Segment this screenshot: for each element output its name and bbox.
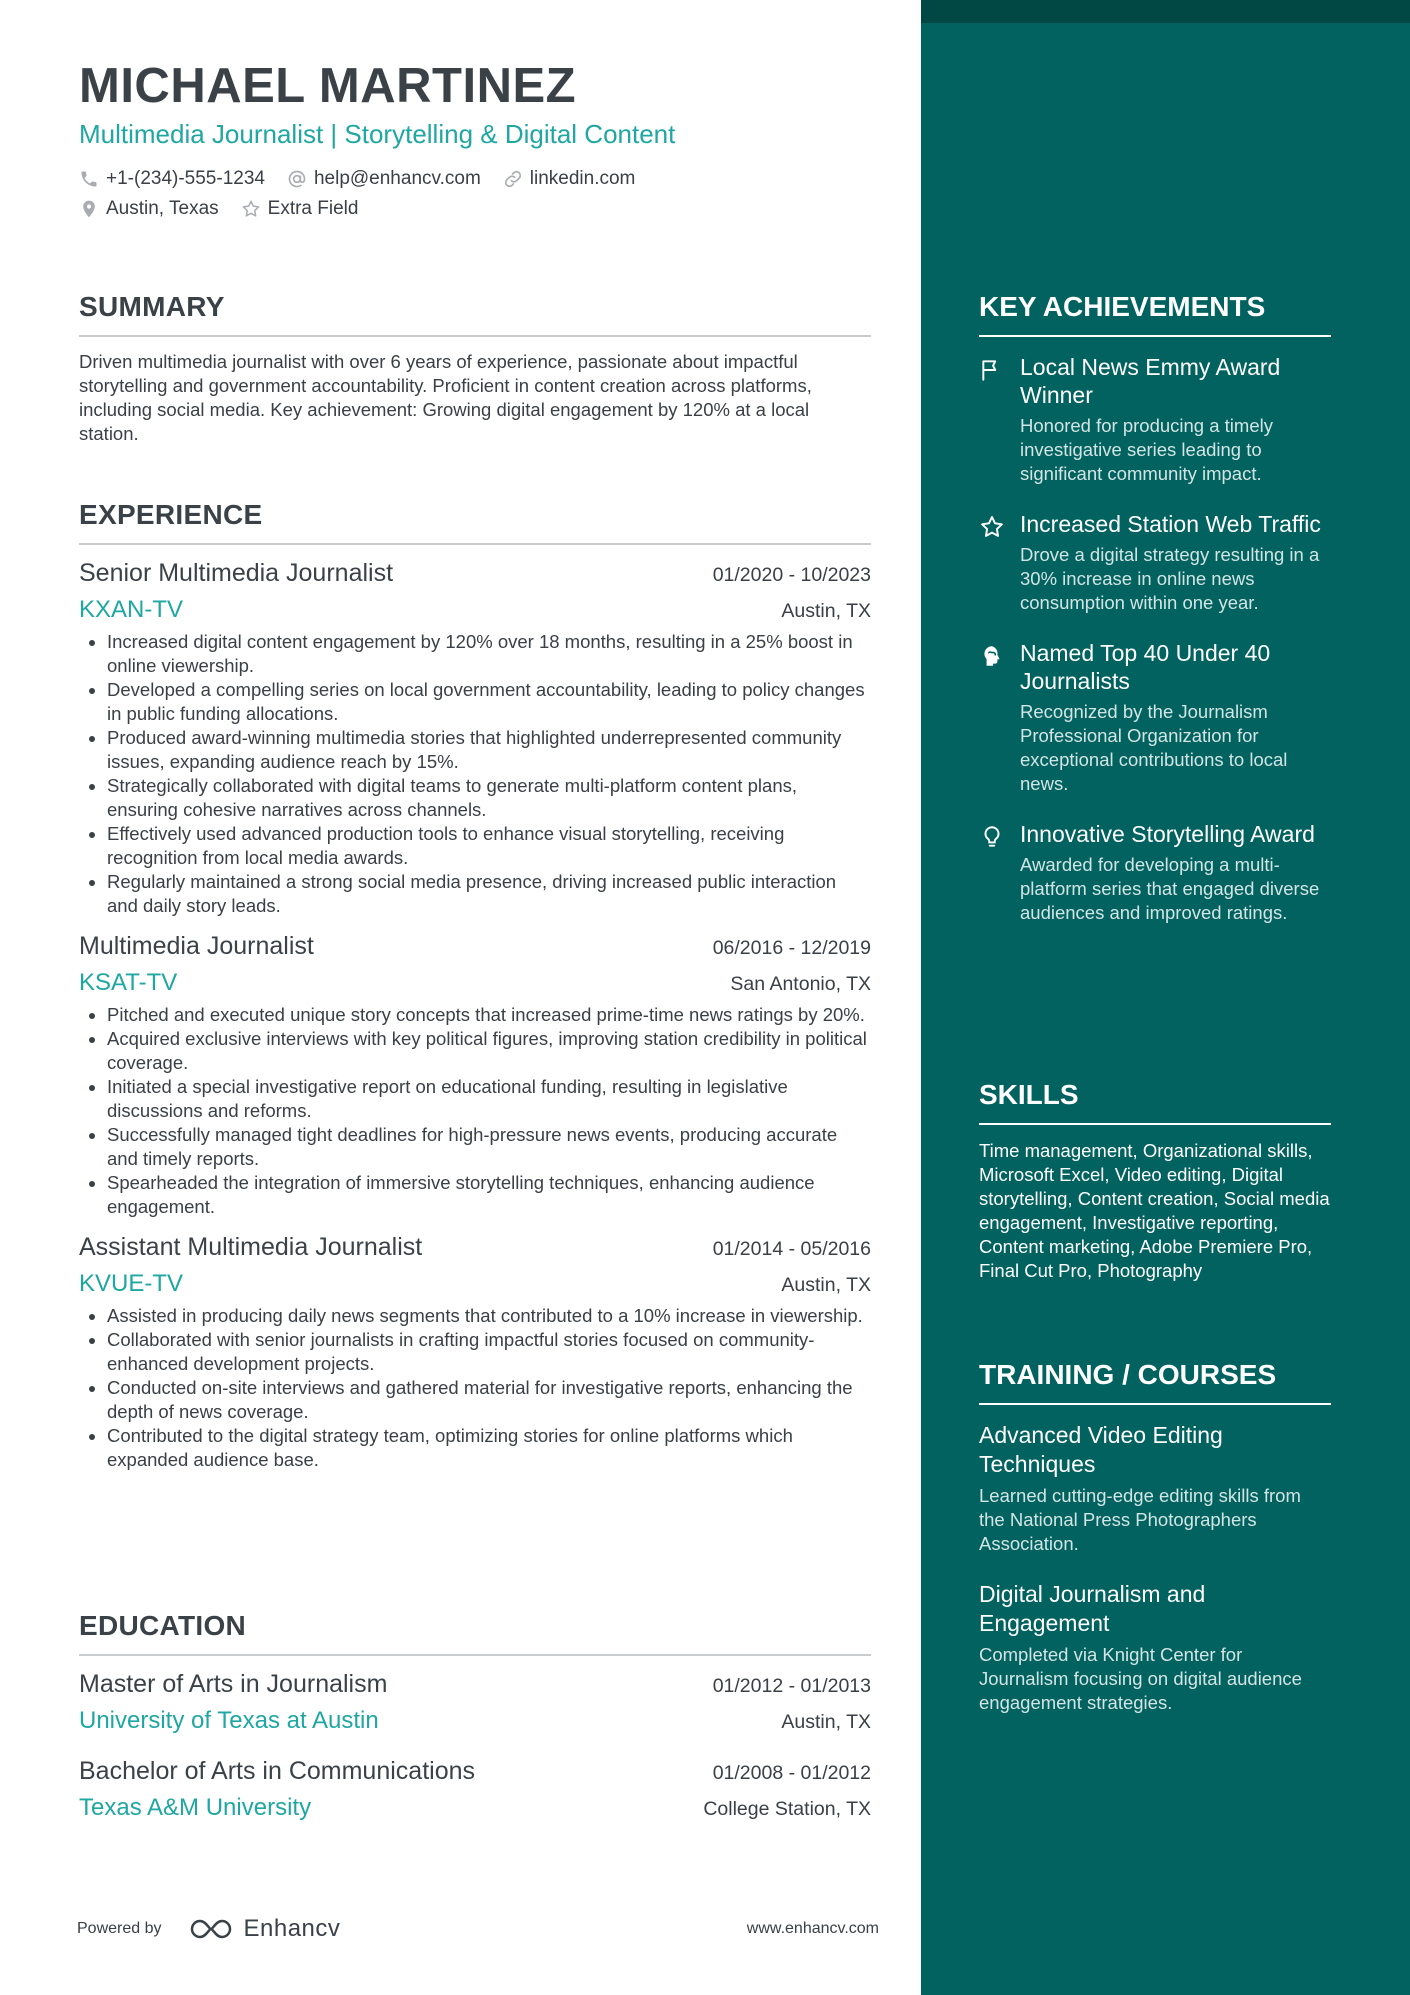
phone-icon bbox=[79, 169, 99, 189]
education-heading: EDUCATION bbox=[79, 1609, 871, 1656]
resume-header bbox=[79, 60, 871, 224]
job-bullet: • Produced award-winning multimedia stories that highlighted underrepresented community issues, expanding audience reach by 15%. bbox=[107, 726, 871, 774]
course-item bbox=[979, 1421, 1331, 1556]
link-icon bbox=[503, 169, 523, 189]
education-location: College Station, TX bbox=[703, 1797, 871, 1820]
job-bullet: • Initiated a special investigative report on educational funding, resulting in legislative discussions and reforms. bbox=[107, 1075, 871, 1123]
key-achievements-section bbox=[979, 290, 1331, 925]
page-footer bbox=[77, 1915, 879, 1943]
education-entry bbox=[79, 1670, 871, 1735]
achievement-description: Honored for producing a timely investigative series leading to significant community impact. bbox=[1020, 414, 1273, 484]
email-text: help@enhancv.com bbox=[313, 167, 481, 189]
achievement-item bbox=[979, 639, 1331, 796]
skills-heading: SKILLS bbox=[979, 1078, 1331, 1125]
education-section bbox=[79, 1609, 871, 1822]
company-name: KXAN-TV bbox=[79, 595, 184, 623]
job-dates: 01/2014 - 05/2016 bbox=[712, 1237, 871, 1260]
achievement-title: Local News Emmy Award Winner bbox=[1020, 353, 1281, 408]
brand-name: Enhancv bbox=[243, 1915, 341, 1942]
degree-title: Bachelor of Arts in Communications bbox=[79, 1756, 476, 1785]
job-bullet: • Pitched and executed unique story concepts that increased prime-time news ratings by 20%. bbox=[107, 1003, 871, 1027]
experience-heading: EXPERIENCE bbox=[79, 498, 871, 545]
enhancv-logo[interactable] bbox=[188, 1915, 341, 1943]
job-bullet: • Developed a compelling series on local government accountability, leading to policy changes in public funding allocations. bbox=[107, 678, 871, 726]
powered-by-label: Powered by bbox=[77, 1920, 162, 1937]
job-bullet: • Effectively used advanced production tools to enhance visual storytelling, receiving recognition from local media awards. bbox=[107, 822, 871, 870]
job-title: Assistant Multimedia Journalist bbox=[79, 1232, 423, 1261]
job-bullets bbox=[79, 1003, 871, 1219]
job-location: San Antonio, TX bbox=[730, 972, 871, 995]
company-name: KSAT-TV bbox=[79, 968, 178, 996]
contact-info bbox=[79, 164, 871, 224]
course-item bbox=[979, 1580, 1331, 1715]
candidate-tagline: Multimedia Journalist | Storytelling & Digital Content bbox=[79, 118, 676, 149]
website-link[interactable]: www.enhancv.com bbox=[746, 1920, 879, 1937]
education-location: Austin, TX bbox=[781, 1710, 871, 1733]
skills-section bbox=[979, 1078, 1331, 1283]
job-location: Austin, TX bbox=[781, 599, 871, 622]
job-bullet: • Strategically collaborated with digital teams to generate multi-platform content plans, ensuring cohesive narratives across channels. bbox=[107, 774, 871, 822]
brain-icon bbox=[979, 643, 1005, 669]
job-bullet: • Increased digital content engagement by 120% over 18 months, resulting in a 25% boost in online viewership. bbox=[107, 630, 871, 678]
at-icon bbox=[287, 169, 307, 189]
achievement-item bbox=[979, 510, 1331, 615]
degree-title: Master of Arts in Journalism bbox=[79, 1669, 388, 1698]
job-bullets bbox=[79, 1304, 871, 1472]
phone-contact[interactable] bbox=[79, 168, 265, 190]
job-dates: 06/2016 - 12/2019 bbox=[712, 936, 871, 959]
infinity-logo-icon bbox=[188, 1917, 234, 1941]
linkedin-text: linkedin.com bbox=[529, 167, 636, 189]
star-outline-icon bbox=[241, 199, 261, 219]
job-bullet: • Successfully managed tight deadlines for high-pressure news events, producing accurate and timely reports. bbox=[107, 1123, 871, 1171]
job-entry bbox=[79, 932, 871, 1219]
job-bullet: • Regularly maintained a strong social media presence, driving increased public interaction and daily story leads. bbox=[107, 870, 871, 918]
email-contact[interactable] bbox=[287, 168, 481, 190]
flag-icon bbox=[979, 357, 1005, 383]
powered-by bbox=[77, 1915, 340, 1943]
job-bullet: • Spearheaded the integration of immersive storytelling techniques, enhancing audience engagement. bbox=[107, 1171, 871, 1219]
job-entry bbox=[79, 1233, 871, 1472]
education-dates: 01/2008 - 01/2012 bbox=[712, 1761, 871, 1784]
linkedin-contact[interactable] bbox=[503, 168, 636, 190]
job-bullet: • Conducted on-site interviews and gathered material for investigative reports, enhancing the depth of news coverage. bbox=[107, 1376, 871, 1424]
job-dates: 01/2020 - 10/2023 bbox=[712, 563, 871, 586]
job-bullet: • Acquired exclusive interviews with key political figures, improving station credibility in political coverage. bbox=[107, 1027, 871, 1075]
achievement-item bbox=[979, 820, 1331, 925]
star-icon bbox=[979, 514, 1005, 540]
candidate-name: MICHAEL MARTINEZ bbox=[79, 59, 577, 113]
course-description: Learned cutting-edge editing skills from the National Press Photographers Association. bbox=[979, 1484, 1301, 1554]
extra-field-text: Extra Field bbox=[267, 197, 359, 219]
school-name: Texas A&M University bbox=[79, 1793, 312, 1821]
achievement-description: Drove a digital strategy resulting in a 30% increase in online news consumption within one year. bbox=[1020, 543, 1320, 613]
achievement-item bbox=[979, 353, 1331, 486]
achievement-title: Named Top 40 Under 40 Journalists bbox=[1020, 639, 1271, 694]
location-pin-icon bbox=[79, 199, 99, 219]
job-bullet: • Collaborated with senior journalists in crafting impactful stories focused on community-enhanced development projects. bbox=[107, 1328, 871, 1376]
job-bullet: • Assisted in producing daily news segments that contributed to a 10% increase in viewership. bbox=[107, 1304, 871, 1328]
course-title: Digital Journalism and Engagement bbox=[979, 1580, 1206, 1636]
training-heading: TRAINING / COURSES bbox=[979, 1358, 1331, 1405]
job-title: Senior Multimedia Journalist bbox=[79, 558, 394, 587]
achievement-title: Innovative Storytelling Award bbox=[1020, 820, 1315, 847]
location-contact bbox=[79, 198, 219, 220]
extra-field-contact bbox=[241, 198, 359, 220]
summary-heading: SUMMARY bbox=[79, 290, 871, 337]
summary-text: Driven multimedia journalist with over 6 years of experience, passionate about impactful storytelling and government accountability. Proficient in content creation across platforms, including social media. Key achievement: Growing digital engagement by 120% at a local station. bbox=[79, 350, 812, 444]
job-title: Multimedia Journalist bbox=[79, 931, 314, 960]
summary-section bbox=[79, 290, 871, 446]
job-entry bbox=[79, 559, 871, 918]
job-bullets bbox=[79, 630, 871, 918]
achievement-description: Recognized by the Journalism Professional Organization for exceptional contributions to local news. bbox=[1020, 700, 1288, 794]
company-name: KVUE-TV bbox=[79, 1269, 184, 1297]
training-section bbox=[979, 1358, 1331, 1715]
achievement-title: Increased Station Web Traffic bbox=[1020, 510, 1321, 537]
sidebar-top-bar bbox=[921, 0, 1410, 23]
job-bullet: • Contributed to the digital strategy team, optimizing stories for online platforms which expanded audience base. bbox=[107, 1424, 871, 1472]
location-text: Austin, Texas bbox=[106, 197, 219, 219]
education-dates: 01/2012 - 01/2013 bbox=[712, 1674, 871, 1697]
lightbulb-icon bbox=[979, 824, 1005, 850]
course-description: Completed via Knight Center for Journalism focusing on digital audience engagement strategies. bbox=[979, 1643, 1302, 1713]
phone-text: +1-(234)-555-1234 bbox=[106, 167, 265, 189]
school-name: University of Texas at Austin bbox=[79, 1706, 379, 1734]
experience-section bbox=[79, 498, 871, 1472]
job-location: Austin, TX bbox=[781, 1273, 871, 1296]
key-achievements-heading: KEY ACHIEVEMENTS bbox=[979, 290, 1331, 337]
skills-list: Time management, Organizational skills, Microsoft Excel, Video editing, Digital storytelling, Content creation, Social media engagement, Investigative reporting, Content marketing, Adobe Premiere Pro, Final Cut Pro, Photography bbox=[979, 1139, 1330, 1281]
education-entry bbox=[79, 1757, 871, 1822]
achievement-description: Awarded for developing a multi-platform series that engaged diverse audiences and improved ratings. bbox=[1020, 853, 1320, 923]
course-title: Advanced Video Editing Techniques bbox=[979, 1421, 1223, 1477]
